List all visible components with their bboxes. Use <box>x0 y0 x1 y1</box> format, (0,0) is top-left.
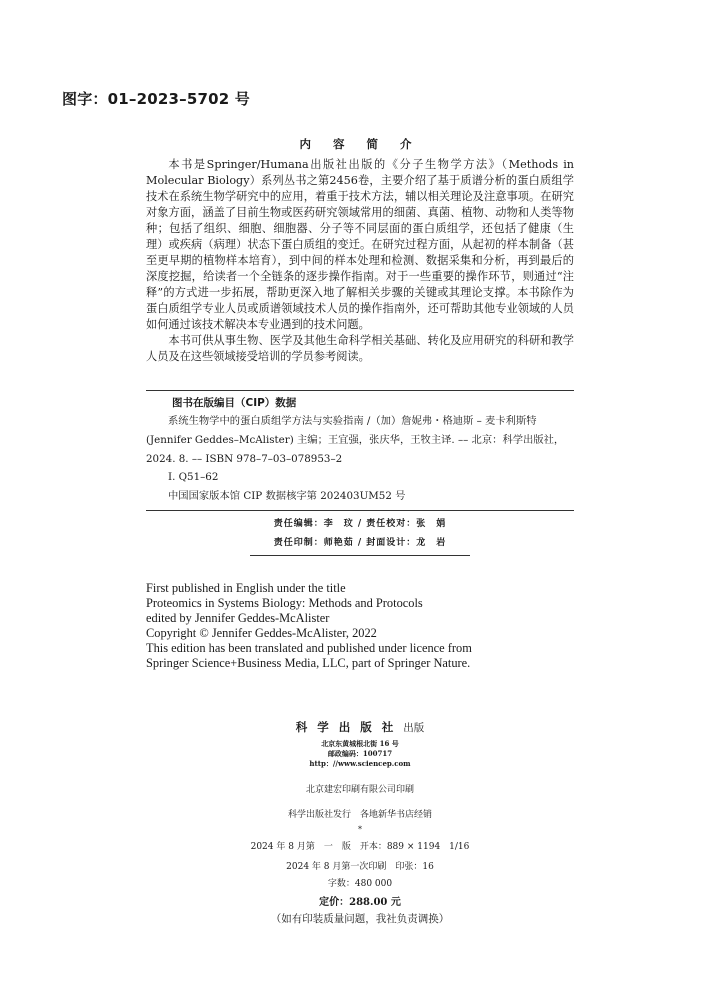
publisher-name-line <box>0 719 720 735</box>
distribution: 科学出版社发行 各地新华书店经销 <box>287 810 432 820</box>
intro-paragraph: 本书是Springer/Humana出版社出版的《分子生物学方法》（Methods in Molecular Biology）系列丛书之第2456卷，主要介绍了基于质谱分析的蛋白质组学技术在系统生物学研究中的应用，着重于技术方法，辅以相关理论及注意事项。在研究对象方面，涵盖了目前生物或医药研究领域常用的细菌、真菌、植物、动物和人类等物种；包括了组织、细胞、细胞器、分子等不同层面的蛋白质组学，还包括了健康（生理）或疾病（病理）状态下蛋白质组的变迁。在研究过程方面，从起初的样本制备（甚至更早期的植物样本培育），到中间的样本处理和检测、数据采集和分析，再到最后的深度挖掘，给读者一个全链条的逐步操作指南。对于一些重要的操作环节，则通过“注释”的方式进一步拓展，帮助更深入地了解相关步骤的关键或其理论支撑。本书除作为蛋白质组学专业人员或质谱领域技术人员的操作指南外，还可帮助其他专业领域的人员如何通过该技术解决本专业遇到的技术问题。 <box>146 158 574 331</box>
word-count: 字数：480 000 <box>327 879 393 889</box>
english-copyright <box>146 581 472 670</box>
publisher-url: http：//www.sciencep.com <box>309 759 411 768</box>
staff-line: 责任编辑：李 玟 / 责任校对：张 娟 <box>273 519 447 529</box>
publisher-postcode: 邮政编码：100717 <box>327 749 393 758</box>
cip-line: 系统生物学中的蛋白质组学方法与实验指南 /（加）詹妮弗・格迪斯 – 麦卡利斯特 <box>168 415 537 427</box>
price: 定价：288.00 元 <box>319 897 401 908</box>
staff-credits <box>0 515 720 553</box>
cip-line: (Jennifer Geddes–McAlister) 主编；王宜强，张庆华，王牧主译. –– 北京：科学出版社， <box>146 433 565 446</box>
intro-text <box>146 157 574 365</box>
english-line: This edition has been translated and published under licence from <box>146 640 472 655</box>
cip-line: 2024. 8. –– ISBN 978–7–03–078953–2 <box>146 452 343 465</box>
english-line: First published in English under the title <box>146 581 346 595</box>
cip-line: 中国国家版本馆 CIP 数据核字第 202403UM52 号 <box>168 490 406 503</box>
divider <box>250 555 470 556</box>
english-line: Springer Science+Business Media, LLC, part of Springer Nature. <box>146 655 471 670</box>
intro-title: 内 容 简 介 <box>299 137 421 151</box>
quality-note: （如有印装质量问题，我社负责调换） <box>270 913 450 925</box>
edition-info: 2024 年 8 月第 一 版 开本：889 × 1194 1/16 <box>250 842 470 852</box>
publisher-name-suffix: 出版 <box>403 722 425 734</box>
publisher-name: 科 学 出 版 社 <box>295 720 397 734</box>
contract-number: 图字：01–2023–5702 号 <box>62 90 250 108</box>
english-line: edited by Jennifer Geddes-McAlister <box>146 610 330 625</box>
publisher-block <box>0 719 720 926</box>
separator-mark: * <box>358 825 362 834</box>
printing-info: 2024 年 8 月第一次印刷 印张：16 <box>286 862 434 872</box>
staff-line: 责任印制：师艳茹 / 封面设计：龙 岩 <box>273 538 447 548</box>
english-line: Proteomics in Systems Biology: Methods and Protocols <box>146 595 423 610</box>
cip-line: Ⅰ. Q51–62 <box>168 471 219 484</box>
english-line: Copyright © Jennifer Geddes-McAlister, 2022 <box>146 625 377 640</box>
cip-data <box>146 412 574 506</box>
publisher-address: 北京东黄城根北街 16 号 <box>321 739 399 748</box>
printer: 北京建宏印刷有限公司印刷 <box>305 785 414 795</box>
intro-paragraph: 本书可供从事生物、医学及其他生命科学相关基础、转化及应用研究的科研和教学人员及在这些领域接受培训的学员参考阅读。 <box>146 334 574 363</box>
divider <box>146 510 574 511</box>
cip-heading: 图书在版编目（CIP）数据 <box>172 397 297 409</box>
divider <box>146 390 574 391</box>
